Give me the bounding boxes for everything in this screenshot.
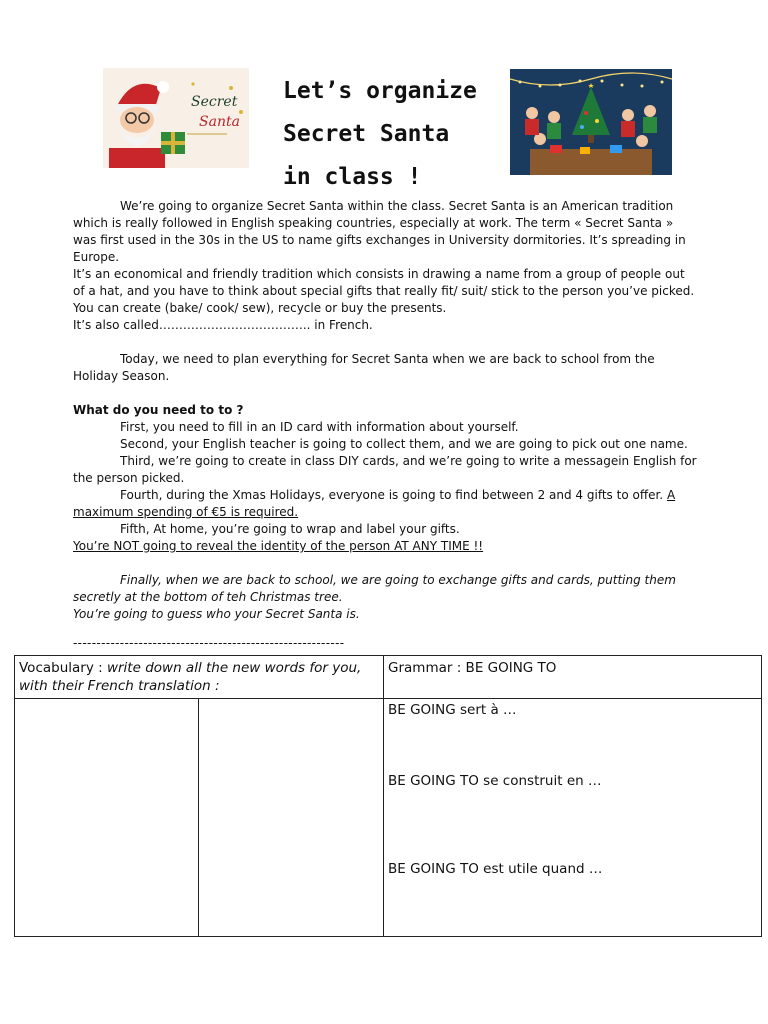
title-line-2: Secret Santa — [283, 121, 450, 147]
step-2: Second, your English teacher is going to collect them, and we are going to pick out one name. — [120, 437, 688, 451]
grammar-answers[interactable] — [384, 699, 762, 937]
title-line-1: Let’s organize — [283, 78, 477, 104]
santa-caption: Santa — [199, 114, 240, 130]
steps-heading: What do you need to to ? — [73, 403, 244, 417]
secrecy-warning: You’re NOT going to reveal the identity of the person AT ANY TIME !! — [73, 539, 484, 553]
step-4-text: Fourth, during the Xmas Holidays, everyone is going to find between 2 and 4 gifts to offer. — [120, 488, 667, 502]
vocabulary-english-column[interactable] — [15, 699, 199, 937]
spending-limit: A maximum spending of €5 is required. — [73, 488, 676, 519]
santa-icon — [103, 68, 249, 168]
vocabulary-french-column[interactable] — [199, 699, 384, 937]
step-4 — [73, 487, 698, 521]
grammar-question-2: BE GOING TO se construit en … — [388, 773, 602, 789]
intro-paragraph-3: It’s also called……………………………….. in French. — [73, 318, 373, 332]
intro-paragraph-2: It’s an economical and friendly tradition which consists in drawing a name from a group of people out of a hat, and you have to think about special gifts that really fit/ suit/ stick to the person you’ve picked. You can create (bake/ cook/ sew), recycle or buy the presents. — [73, 267, 695, 315]
secret-caption: Secret — [191, 94, 238, 110]
vocabulary-instruction: write down all the new words for you, with their French translation : — [19, 660, 362, 694]
separator-line: ---------------------------------------------------------- — [73, 636, 345, 650]
worksheet-table — [14, 655, 762, 937]
step-3: Third, we’re going to create in class DIY cards, and we’re going to write a messagein English for the person picked. — [73, 454, 697, 485]
grammar-header — [384, 656, 762, 699]
intro-paragraph-1: We’re going to organize Secret Santa within the class. Secret Santa is an American tradition which is really followed in English speaking countries, especially at work. The term « Secret Santa » was first used in the 30s in the US to name gifts exchanges in University dormitories. It’s spreading in Europe. — [73, 199, 686, 264]
secret-santa-illustration — [103, 68, 249, 168]
office-party-illustration — [510, 69, 672, 175]
instructions-text — [73, 198, 698, 623]
step-1: First, you need to fill in an ID card with information about yourself. — [120, 420, 519, 434]
page-title — [283, 70, 493, 199]
grammar-question-3: BE GOING TO est utile quand … — [388, 861, 603, 877]
finale-paragraph-1: Finally, when we are back to school, we are going to exchange gifts and cards, putting them secretly at the bottom of teh Christmas tree. — [73, 573, 676, 604]
intro-paragraph-4: Today, we need to plan everything for Secret Santa when we are back to school from the Holiday Season. — [73, 352, 655, 383]
step-5: Fifth, At home, you’re going to wrap and label your gifts. — [120, 522, 460, 536]
christmas-party-icon — [510, 69, 672, 175]
grammar-title: Grammar : BE GOING TO — [388, 660, 557, 676]
title-line-3: in class ! — [283, 164, 422, 190]
vocabulary-header — [15, 656, 384, 699]
grammar-question-1: BE GOING sert à … — [388, 702, 517, 718]
vocabulary-label: Vocabulary : — [19, 660, 107, 676]
finale-paragraph-2: You’re going to guess who your Secret Santa is. — [73, 607, 360, 621]
